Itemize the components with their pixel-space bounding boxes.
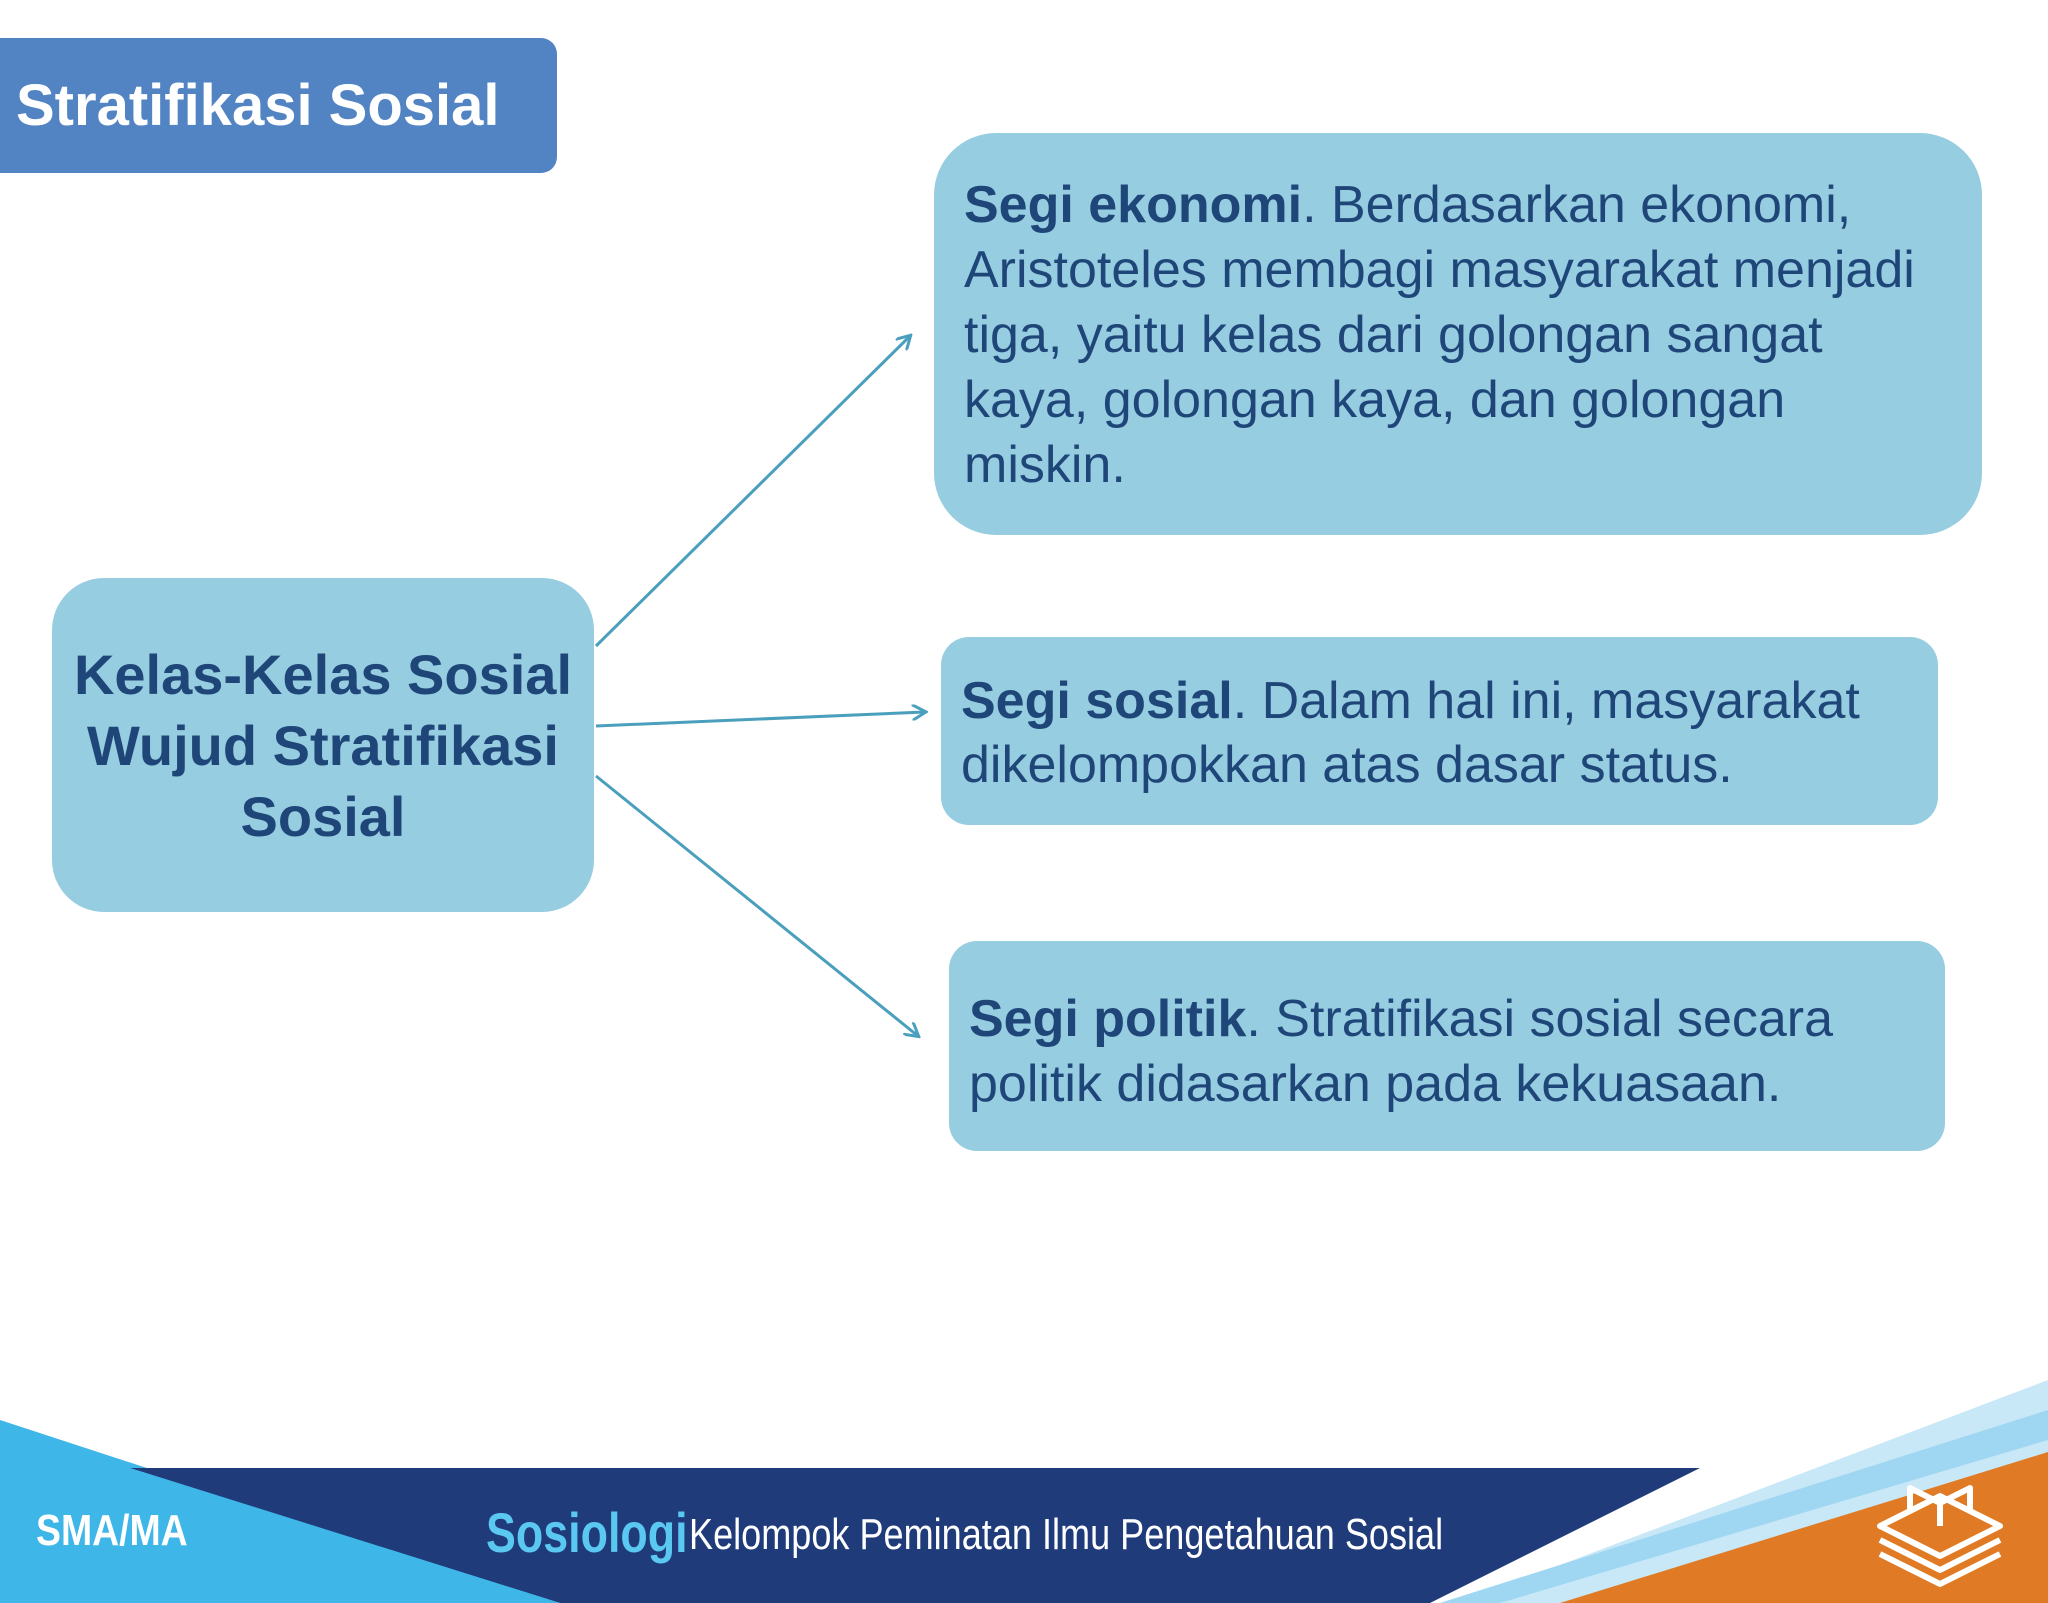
arrow-to-ekonomi	[596, 336, 910, 646]
node-segi-politik	[949, 941, 1945, 1151]
arrow-to-politik	[596, 776, 918, 1036]
slide-title: Stratifikasi Sosial	[0, 38, 557, 173]
center-node: Kelas-Kelas Sosial Wujud Stratifikasi Sosial	[52, 578, 594, 912]
footer-subtitle: Kelompok Peminatan Ilmu Pengetahuan Sosial	[689, 1510, 1444, 1559]
node-text: . Dalam hal ini, masyarakat dikelompokkan atas dasar status.	[961, 672, 1860, 794]
node-text: . Stratifikasi sosial secara politik didasarkan pada kekuasaan.	[969, 990, 1834, 1113]
arrow-to-sosial	[596, 712, 925, 726]
node-text: . Berdasarkan ekonomi, Aristoteles membagi masyarakat menjadi tiga, yaitu kelas dari golongan sangat kaya, golongan kaya, dan golongan miskin.	[964, 176, 1915, 494]
node-segi-sosial	[941, 637, 1938, 825]
node-heading: Segi ekonomi	[964, 176, 1303, 234]
publisher-logo-icon	[1870, 1480, 2010, 1590]
node-heading: Segi sosial	[961, 672, 1233, 730]
footer-banner	[0, 1380, 2048, 1603]
node-heading: Segi politik	[969, 990, 1247, 1048]
footer-brand: Sosiologi	[486, 1501, 688, 1564]
footer-level: SMA/MA	[36, 1506, 188, 1555]
node-segi-ekonomi	[934, 133, 1982, 535]
